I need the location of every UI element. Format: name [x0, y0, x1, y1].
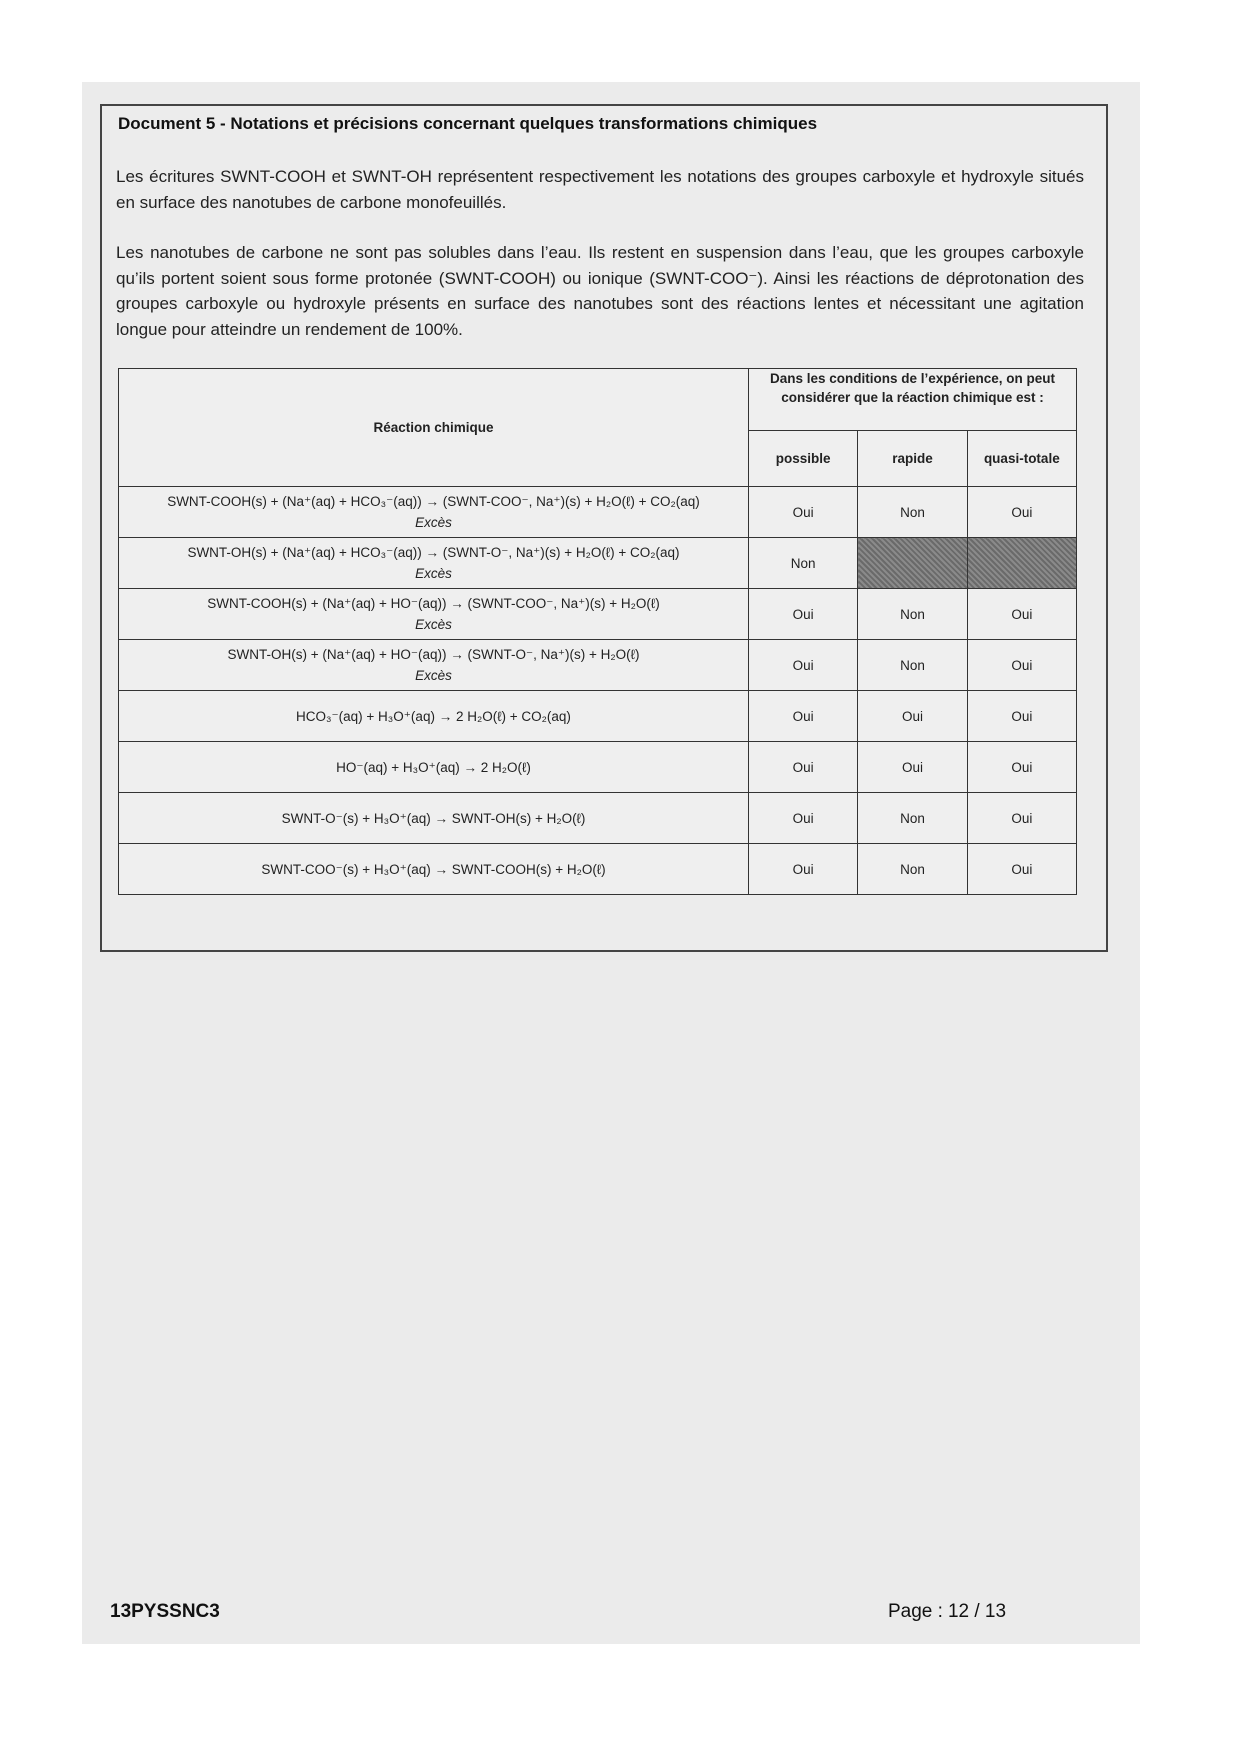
table-row: [119, 487, 1077, 538]
paragraph-notations: Les écritures SWNT-COOH et SWNT-OH représentent respectivement les notations des groupes carboxyle et hydroxyle situés en surface des nanotubes de carbone monofeuillés.: [116, 167, 1084, 212]
header-reaction: Réaction chimique: [119, 369, 749, 487]
cell-quasi-totale-shaded: [967, 538, 1076, 589]
cell-rapide: Non: [858, 589, 967, 640]
reaction-equation: [119, 844, 749, 895]
header-quasi-totale: quasi-totale: [967, 430, 1076, 486]
page-label: Page :: [888, 1601, 943, 1622]
reaction-equation: [119, 538, 749, 589]
cell-quasi-totale: Oui: [967, 742, 1076, 793]
table-row: [119, 691, 1077, 742]
table-row: [119, 844, 1077, 895]
equation-text: SWNT-COOH(s) + (Na⁺(aq) + HCO₃⁻(aq)) → (SWNT-COO⁻, Na⁺)(s) + H₂O(ℓ) + CO₂(aq): [167, 494, 700, 509]
reaction-equation: [119, 691, 749, 742]
cell-rapide: Oui: [858, 691, 967, 742]
reaction-equation: [119, 640, 749, 691]
reaction-equation: [119, 487, 749, 538]
cell-possible: Oui: [749, 793, 858, 844]
cell-possible: Oui: [749, 640, 858, 691]
equation-text: HO⁻(aq) + H₃O⁺(aq) → 2 H₂O(ℓ): [336, 759, 531, 775]
table-row: [119, 589, 1077, 640]
cell-quasi-totale: Oui: [967, 793, 1076, 844]
equation-text: SWNT-OH(s) + (Na⁺(aq) + HCO₃⁻(aq)) → (SWNT-O⁻, Na⁺)(s) + H₂O(ℓ) + CO₂(aq): [187, 545, 680, 560]
cell-rapide: Non: [858, 640, 967, 691]
cell-possible: Oui: [749, 742, 858, 793]
equation-text: SWNT-COOH(s) + (Na⁺(aq) + HO⁻(aq)) → (SWNT-COO⁻, Na⁺)(s) + H₂O(ℓ): [207, 596, 660, 611]
cell-quasi-totale: Oui: [967, 844, 1076, 895]
reaction-equation: [119, 742, 749, 793]
reactions-table: [118, 368, 1077, 895]
cell-possible: Oui: [749, 844, 858, 895]
cell-rapide: Non: [858, 844, 967, 895]
excess-note: Excès: [415, 617, 452, 632]
document-5-box: [100, 104, 1108, 952]
table-row: [119, 640, 1077, 691]
header-possible: possible: [749, 430, 858, 486]
table-row: [119, 538, 1077, 589]
cell-possible: Oui: [749, 487, 858, 538]
cell-rapide: Non: [858, 487, 967, 538]
equation-text: SWNT-OH(s) + (Na⁺(aq) + HO⁻(aq)) → (SWNT-O⁻, Na⁺)(s) + H₂O(ℓ): [227, 647, 640, 662]
equation-text: HCO₃⁻(aq) + H₃O⁺(aq) → 2 H₂O(ℓ) + CO₂(aq): [296, 708, 571, 724]
cell-quasi-totale: Oui: [967, 487, 1076, 538]
excess-note: Excès: [415, 515, 452, 530]
document-title: Document 5 - Notations et précisions concernant quelques transformations chimiques: [118, 114, 818, 133]
page-indicator: [883, 1601, 1006, 1623]
paragraph-solubility: Les nanotubes de carbone ne sont pas solubles dans l’eau. Ils restent en suspension dans l’eau, que les groupes carboxyle qu’ils portent soient sous forme protonée (SWNT-COOH) ou ionique (SWNT-COO⁻). Ainsi les réactions de déprotonation des groupes carboxyle ou hydroxyle présents en surface des nanotubes sont des réactions lentes et nécessitant une agitation longue pour atteindre un rendement de 100%.: [116, 243, 1084, 339]
excess-note: Excès: [415, 668, 452, 683]
cell-possible: Oui: [749, 589, 858, 640]
header-conditions: Dans les conditions de l’expérience, on peut considérer que la réaction chimique est :: [749, 369, 1077, 431]
cell-rapide-shaded: [858, 538, 967, 589]
equation-text: SWNT-O⁻(s) + H₃O⁺(aq) → SWNT-OH(s) + H₂O(ℓ): [281, 810, 586, 826]
cell-rapide: Non: [858, 793, 967, 844]
table-row: [119, 793, 1077, 844]
cell-quasi-totale: Oui: [967, 691, 1076, 742]
cell-possible: Non: [749, 538, 858, 589]
cell-possible: Oui: [749, 691, 858, 742]
cell-quasi-totale: Oui: [967, 589, 1076, 640]
header-rapide: rapide: [858, 430, 967, 486]
excess-note: Excès: [415, 566, 452, 581]
equation-text: SWNT-COO⁻(s) + H₃O⁺(aq) → SWNT-COOH(s) + H₂O(ℓ): [261, 861, 606, 877]
table-row: [119, 742, 1077, 793]
exam-code: 13PYSSNC3: [110, 1601, 220, 1622]
reaction-equation: [119, 793, 749, 844]
cell-quasi-totale: Oui: [967, 640, 1076, 691]
cell-rapide: Oui: [858, 742, 967, 793]
reaction-equation: [119, 589, 749, 640]
page-number: 12 / 13: [947, 1601, 1007, 1622]
